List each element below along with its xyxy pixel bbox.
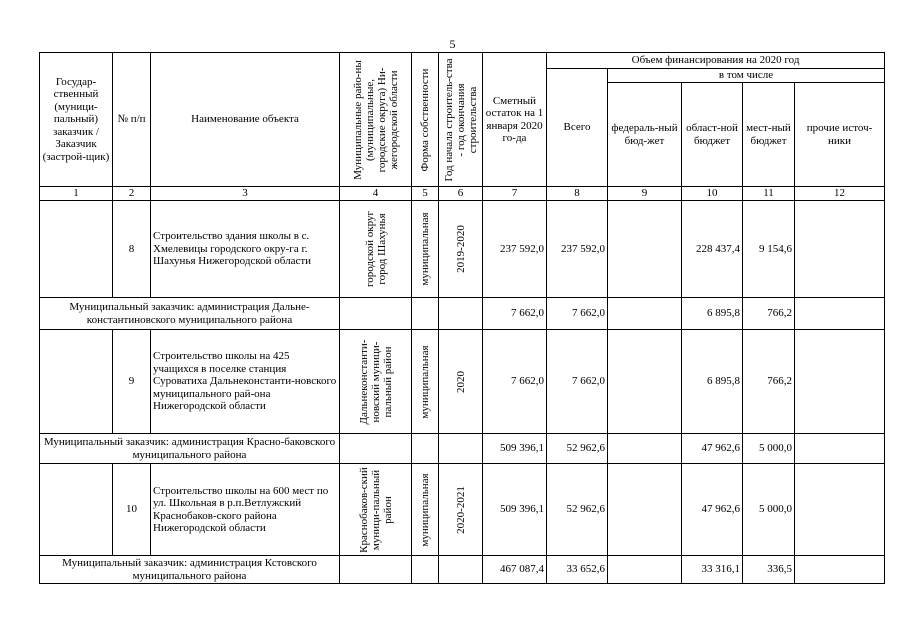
- financing-table: [39, 52, 885, 584]
- header-other: прочие источ-ники: [795, 83, 885, 187]
- local: 5 000,0: [743, 464, 795, 556]
- ownership: муниципальная: [412, 464, 439, 556]
- header-including: в том числе: [608, 69, 885, 83]
- regional: 47 962,6: [682, 434, 743, 464]
- federal: [608, 464, 682, 556]
- other: [795, 330, 885, 434]
- customer-label: Муниципальный заказчик: администрация Дальне-константиновского муниципального района: [40, 298, 340, 330]
- table-row: [40, 464, 885, 556]
- col-number: 3: [151, 187, 340, 201]
- row-number: 9: [113, 330, 151, 434]
- federal: [608, 434, 682, 464]
- regional: 33 316,1: [682, 556, 743, 584]
- col-number: 2: [113, 187, 151, 201]
- col-number: 7: [483, 187, 547, 201]
- federal: [608, 330, 682, 434]
- object-name: Строительство школы на 600 мест по ул. Школьная в р.п.Ветлужский Краснобаков-ского района Нижегородской области: [151, 464, 340, 556]
- other: [795, 556, 885, 584]
- district: Краснобаков-ский муници-пальный район: [340, 464, 412, 556]
- district: [340, 556, 412, 584]
- total: 7 662,0: [547, 298, 608, 330]
- header-district: Муниципальные райо-ны (муниципальные, городские округа) Ни-жегородской области: [340, 53, 412, 187]
- customer-cell-empty: [40, 330, 113, 434]
- balance: 509 396,1: [483, 434, 547, 464]
- regional: 228 437,4: [682, 201, 743, 298]
- balance: 509 396,1: [483, 464, 547, 556]
- ownership: муниципальная: [412, 201, 439, 298]
- years: 2020-2021: [439, 464, 483, 556]
- table-row: [40, 201, 885, 298]
- total: 7 662,0: [547, 330, 608, 434]
- local: 9 154,6: [743, 201, 795, 298]
- balance: 7 662,0: [483, 298, 547, 330]
- customer-label: Муниципальный заказчик: администрация Красно-баковского муниципального района: [40, 434, 340, 464]
- years: [439, 556, 483, 584]
- customer-row: [40, 434, 885, 464]
- header-financing-title: Объем финансирования на 2020 год: [547, 53, 885, 69]
- col-number: 9: [608, 187, 682, 201]
- row-number: 10: [113, 464, 151, 556]
- balance: 7 662,0: [483, 330, 547, 434]
- years: [439, 298, 483, 330]
- regional: 6 895,8: [682, 330, 743, 434]
- balance: 467 087,4: [483, 556, 547, 584]
- district: городской округ город Шахунья: [340, 201, 412, 298]
- header-federal: федераль-ный бюд-жет: [608, 83, 682, 187]
- object-name: Строительство здания школы в с. Хмелевицы городского окру-га г. Шахунья Нижегородской области: [151, 201, 340, 298]
- local: 336,5: [743, 556, 795, 584]
- total: 52 962,6: [547, 464, 608, 556]
- col-number: 6: [439, 187, 483, 201]
- other: [795, 464, 885, 556]
- header-total: Всего: [547, 69, 608, 187]
- page-number: 5: [449, 37, 456, 51]
- header-number: № п/п: [113, 53, 151, 187]
- col-number: 1: [40, 187, 113, 201]
- column-number-row: [40, 187, 885, 201]
- customer-row: [40, 298, 885, 330]
- district: Дальнеконстанти-новский муници-пальный район: [340, 330, 412, 434]
- other: [795, 298, 885, 330]
- col-number: 10: [682, 187, 743, 201]
- federal: [608, 556, 682, 584]
- header-object-name: Наименование объекта: [151, 53, 340, 187]
- total: 52 962,6: [547, 434, 608, 464]
- district: [340, 434, 412, 464]
- ownership: [412, 434, 439, 464]
- other: [795, 434, 885, 464]
- header-local: мест-ный бюджет: [743, 83, 795, 187]
- total: 237 592,0: [547, 201, 608, 298]
- object-name: Строительство школы на 425 учащихся в поселке станция Суроватиха Дальнеконстанти-новского муниципального рай-она Нижегородской области: [151, 330, 340, 434]
- col-number: 12: [795, 187, 885, 201]
- local: 766,2: [743, 330, 795, 434]
- local: 766,2: [743, 298, 795, 330]
- header-customer: Государ-ственный (муници-пальный) заказчик / Заказчик (застрой-щик): [40, 53, 113, 187]
- balance: 237 592,0: [483, 201, 547, 298]
- federal: [608, 298, 682, 330]
- other: [795, 201, 885, 298]
- customer-label: Муниципальный заказчик: администрация Кстовского муниципального района: [40, 556, 340, 584]
- header-regional: област-ной бюджет: [682, 83, 743, 187]
- col-number: 8: [547, 187, 608, 201]
- col-number: 5: [412, 187, 439, 201]
- row-number: 8: [113, 201, 151, 298]
- years: [439, 434, 483, 464]
- customer-cell-empty: [40, 201, 113, 298]
- header-years: Год начала строитель-ства - год окончания строительства: [439, 53, 483, 187]
- local: 5 000,0: [743, 434, 795, 464]
- years: 2019-2020: [439, 201, 483, 298]
- ownership: муниципальная: [412, 330, 439, 434]
- ownership: [412, 298, 439, 330]
- header-balance: Сметный остаток на 1 января 2020 го-да: [483, 53, 547, 187]
- customer-row: [40, 556, 885, 584]
- table-row: [40, 330, 885, 434]
- years: 2020: [439, 330, 483, 434]
- federal: [608, 201, 682, 298]
- regional: 47 962,6: [682, 464, 743, 556]
- customer-cell-empty: [40, 464, 113, 556]
- col-number: 4: [340, 187, 412, 201]
- header-row: [40, 53, 885, 69]
- ownership: [412, 556, 439, 584]
- col-number: 11: [743, 187, 795, 201]
- header-ownership: Форма собственности: [412, 53, 439, 187]
- total: 33 652,6: [547, 556, 608, 584]
- regional: 6 895,8: [682, 298, 743, 330]
- district: [340, 298, 412, 330]
